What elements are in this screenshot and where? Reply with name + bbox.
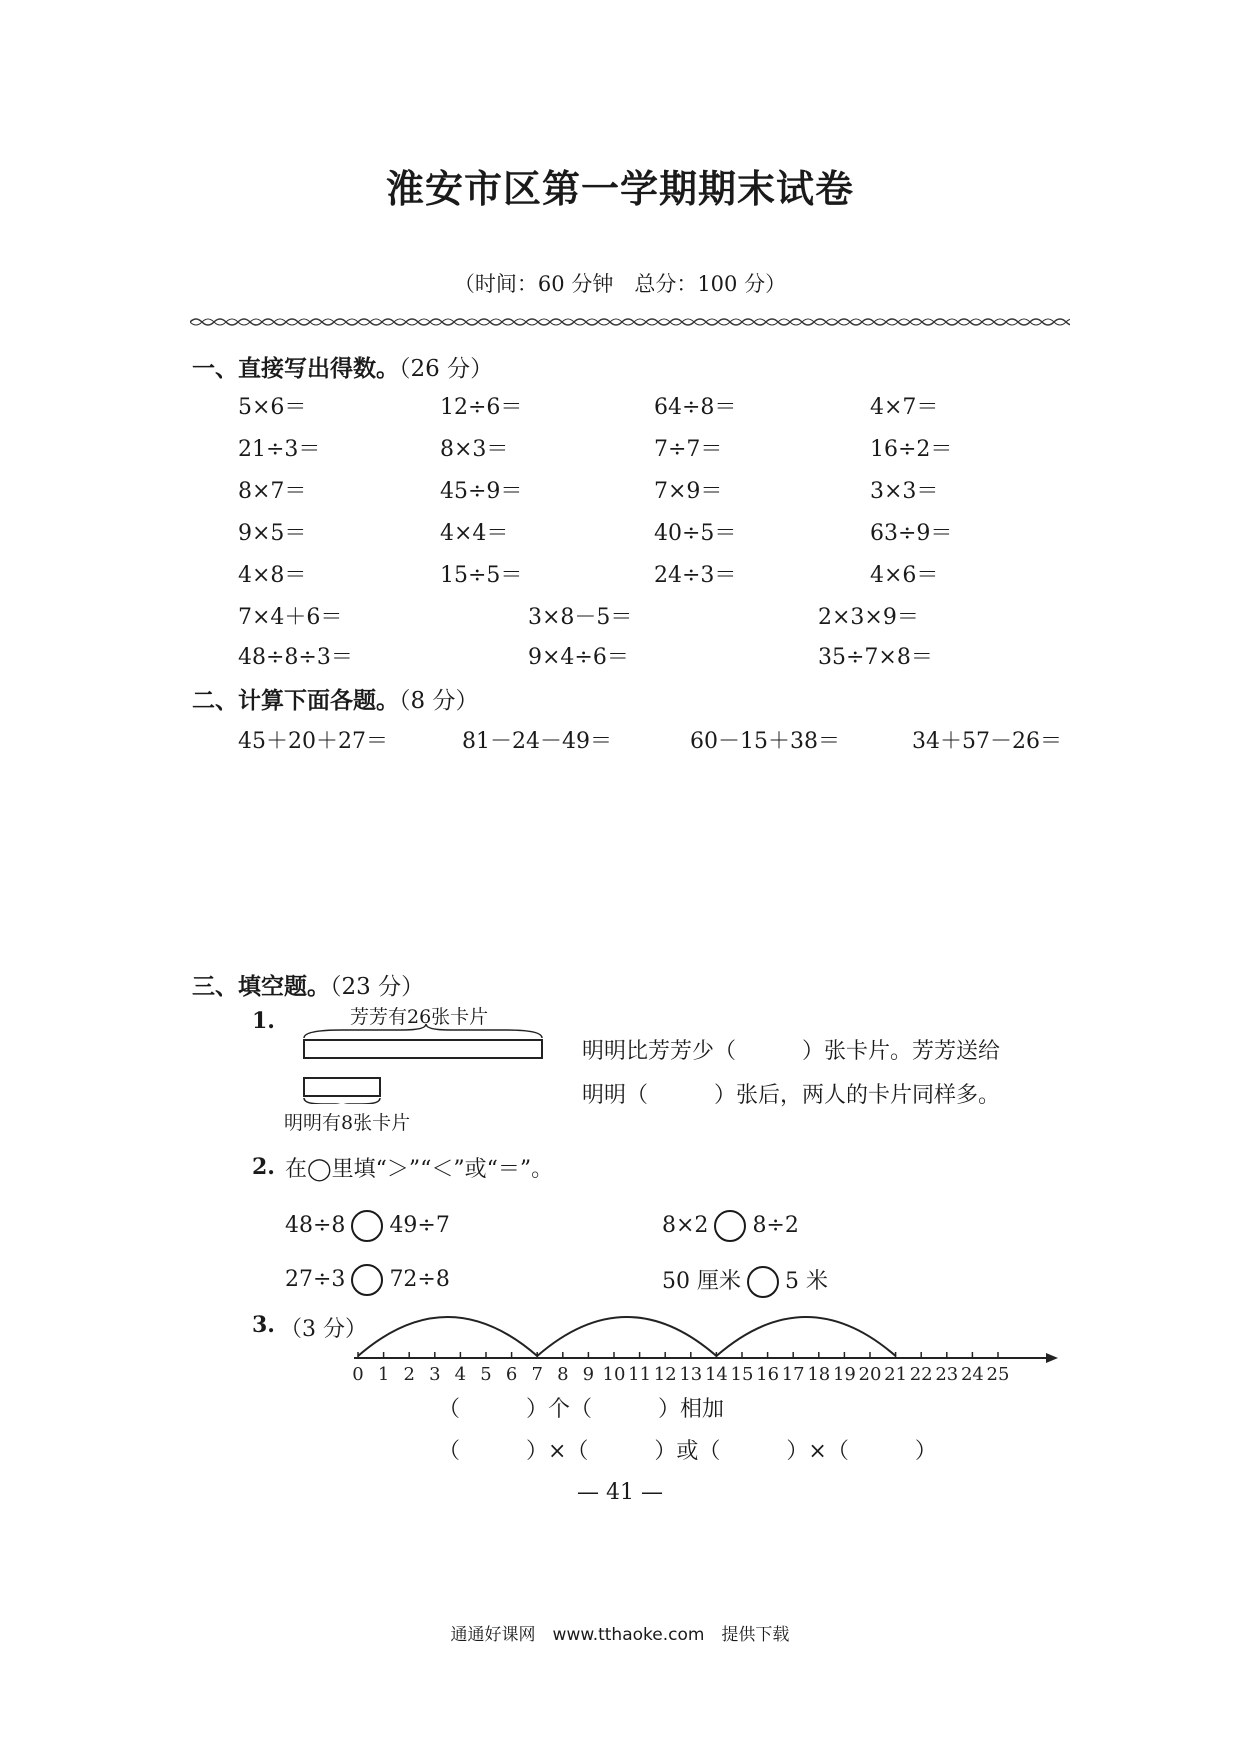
s1-item: 64÷8＝ xyxy=(654,395,737,420)
s1-item: 3×3＝ xyxy=(870,479,939,504)
q2-instruction: 在◯里填“＞”“＜”或“＝”。 xyxy=(285,1157,554,1182)
compare-right: 72÷8 xyxy=(389,1267,450,1292)
page-subtitle: （时间：60 分钟 总分：100 分） xyxy=(453,272,787,296)
compare-left: 50 厘米 xyxy=(662,1269,741,1294)
q1-number: 1. xyxy=(252,1008,275,1034)
s1-item: 12÷6＝ xyxy=(440,395,523,420)
s1-item: 8×3＝ xyxy=(440,437,509,462)
compare-row xyxy=(662,1264,828,1298)
answer-circle[interactable] xyxy=(714,1210,746,1242)
number-line-tick-label: 13 xyxy=(679,1364,703,1385)
answer-circle[interactable] xyxy=(747,1266,779,1298)
number-line-tick-label: 24 xyxy=(960,1364,984,1385)
s2-item: 60－15＋38＝ xyxy=(690,729,840,754)
number-line-tick-label: 11 xyxy=(628,1364,652,1385)
s1-item: 63÷9＝ xyxy=(870,521,953,546)
q1-label-top: 芳芳有26张卡片 xyxy=(350,1006,489,1028)
s1-item: 21÷3＝ xyxy=(238,437,321,462)
section-2-score: （8 分） xyxy=(399,688,479,714)
s2-item: 34＋57－26＝ xyxy=(912,729,1062,754)
compare-row xyxy=(285,1210,450,1242)
s1-item: 2×3×9＝ xyxy=(818,605,919,630)
number-line-tick-label: 7 xyxy=(531,1364,543,1385)
q3-fill-line1: （ ）个（ ）相加 xyxy=(438,1397,725,1422)
q2-number: 2. xyxy=(252,1154,275,1180)
number-line-tick-label: 2 xyxy=(403,1364,415,1385)
number-line-tick-label: 5 xyxy=(480,1364,492,1385)
s1-item: 4×4＝ xyxy=(440,521,509,546)
answer-circle[interactable] xyxy=(351,1210,383,1242)
download-footer: 通通好课网 www.tthaoke.com 提供下载 xyxy=(450,1625,790,1645)
compare-left: 27÷3 xyxy=(285,1267,346,1292)
section-3-title: 三、填空题。 xyxy=(192,973,330,1000)
s1-item: 15÷5＝ xyxy=(440,563,523,588)
number-line-tick-label: 1 xyxy=(377,1364,390,1385)
number-line-tick-label: 25 xyxy=(986,1364,1010,1385)
number-line-tick-label: 12 xyxy=(653,1364,677,1385)
compare-right: 49÷7 xyxy=(389,1213,450,1238)
page-title: 淮安市区第一学期期末试卷 xyxy=(385,166,854,211)
s1-item: 40÷5＝ xyxy=(654,521,737,546)
q3-score: （3 分） xyxy=(280,1317,367,1342)
section-3-heading xyxy=(192,968,424,1001)
section-1-title: 一、直接写出得数。 xyxy=(192,355,399,382)
s1-item: 5×6＝ xyxy=(238,395,307,420)
section-1-score: （26 分） xyxy=(399,356,494,382)
jump-arc xyxy=(716,1317,895,1356)
s1-item: 24÷3＝ xyxy=(654,563,737,588)
q1-label-bottom: 明明有8张卡片 xyxy=(284,1112,411,1134)
q1-bar-diagram xyxy=(302,1024,552,1104)
s1-item: 4×7＝ xyxy=(870,395,939,420)
brace-top xyxy=(304,1024,542,1038)
number-line-tick-label: 17 xyxy=(781,1364,805,1385)
compare-right: 5 米 xyxy=(785,1269,828,1294)
compare-row xyxy=(285,1264,450,1296)
q3-fill-line2: （ ）×（ ）或（ ）×（ ） xyxy=(438,1439,937,1464)
s1-item: 3×8－5＝ xyxy=(528,605,633,630)
compare-row xyxy=(662,1210,799,1242)
number-line-tick-label: 22 xyxy=(909,1364,933,1385)
compare-left: 48÷8 xyxy=(285,1213,346,1238)
s1-item: 35÷7×8＝ xyxy=(818,645,933,670)
number-line xyxy=(340,1300,1060,1390)
s1-item: 9×4÷6＝ xyxy=(528,645,629,670)
number-line-tick-label: 10 xyxy=(602,1364,626,1385)
answer-circle[interactable] xyxy=(351,1264,383,1296)
number-line-tick-label: 19 xyxy=(832,1364,856,1385)
s1-item: 4×6＝ xyxy=(870,563,939,588)
number-line-tick-label: 14 xyxy=(704,1364,728,1385)
number-line-tick-label: 23 xyxy=(935,1364,959,1385)
page-number: — 41 — xyxy=(577,1480,663,1505)
arrow-head-icon xyxy=(1046,1353,1058,1363)
s1-item: 16÷2＝ xyxy=(870,437,953,462)
number-line-tick-label: 9 xyxy=(582,1364,595,1385)
number-line-tick-label: 21 xyxy=(884,1364,908,1385)
number-line-tick-label: 16 xyxy=(756,1364,780,1385)
q3-number: 3. xyxy=(252,1312,275,1338)
q1-text-line1: 明明比芳芳少（ ）张卡片。芳芳送给 xyxy=(582,1039,1001,1064)
number-line-tick-label: 6 xyxy=(505,1364,518,1385)
decorative-divider xyxy=(190,316,1070,328)
s1-item: 48÷8÷3＝ xyxy=(238,645,353,670)
number-line-tick-label: 20 xyxy=(858,1364,882,1385)
section-2-heading xyxy=(192,682,478,715)
number-line-tick-label: 18 xyxy=(807,1364,831,1385)
number-line-tick-label: 3 xyxy=(429,1364,441,1385)
s1-item: 7×9＝ xyxy=(654,479,723,504)
s1-item: 7×4＋6＝ xyxy=(238,605,343,630)
s2-item: 81－24－49＝ xyxy=(462,729,612,754)
s1-item: 7÷7＝ xyxy=(654,437,723,462)
jump-arc xyxy=(358,1317,537,1356)
section-3-score: （23 分） xyxy=(330,974,425,1000)
compare-left: 8×2 xyxy=(662,1213,709,1238)
number-line-tick-label: 8 xyxy=(557,1364,569,1385)
brace-bottom xyxy=(304,1098,380,1104)
number-line-tick-label: 15 xyxy=(730,1364,754,1385)
s2-item: 45＋20＋27＝ xyxy=(238,729,388,754)
section-2-title: 二、计算下面各题。 xyxy=(192,687,399,714)
s1-item: 4×8＝ xyxy=(238,563,307,588)
bar-fangfang xyxy=(304,1040,542,1058)
compare-right: 8÷2 xyxy=(752,1213,799,1238)
bar-mingming xyxy=(304,1078,380,1096)
number-line-tick-label: 0 xyxy=(352,1364,364,1385)
q1-text-line2: 明明（ ）张后，两人的卡片同样多。 xyxy=(582,1083,1001,1108)
number-line-tick-label: 4 xyxy=(454,1364,467,1385)
jump-arc xyxy=(537,1317,716,1356)
s1-item: 45÷9＝ xyxy=(440,479,523,504)
s1-item: 8×7＝ xyxy=(238,479,307,504)
section-1-heading xyxy=(192,350,493,383)
s1-item: 9×5＝ xyxy=(238,521,307,546)
